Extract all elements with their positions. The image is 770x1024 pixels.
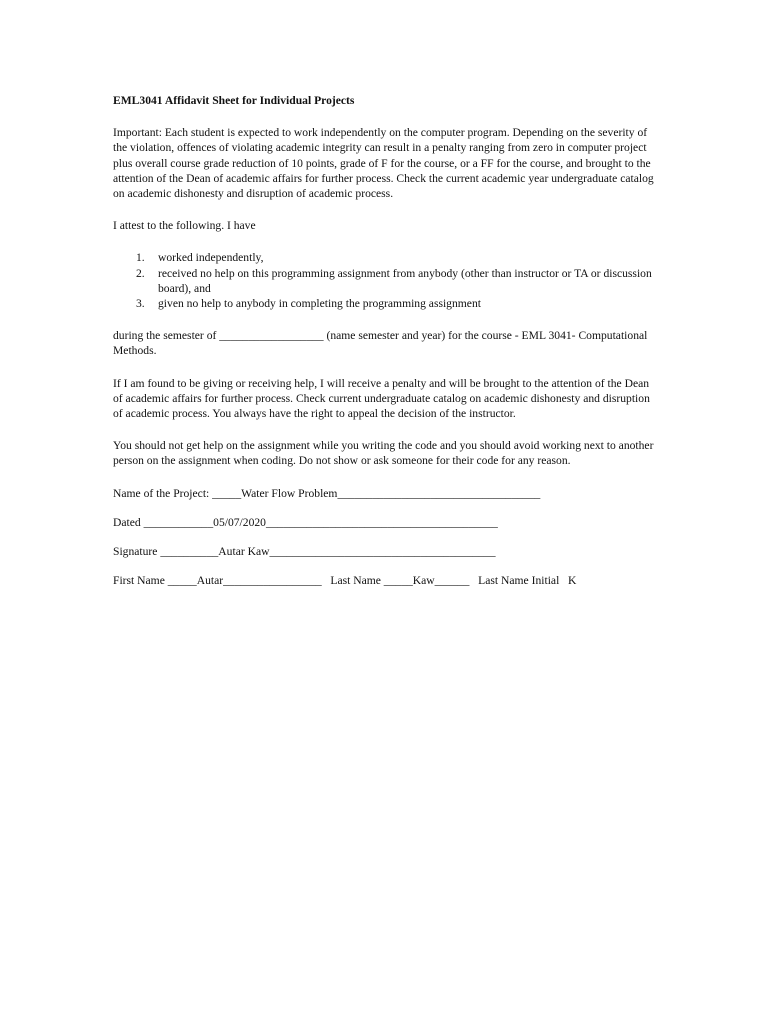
semester-line: during the semester of __________________ (name semester and year) for the course - EML 3041- Computational Methods.	[113, 329, 648, 358]
attest-item-number: 1.	[136, 251, 145, 265]
name-field: First Name _____Autar_________________ Last Name _____Kaw______ Last Name Initial K	[113, 574, 577, 588]
important-paragraph: Important: Each student is expected to work independently on the computer program. Depending on the severity of the violation, offences of violating academic integrity can result in a penalty ranging from zero in computer project plus overall course grade reduction of 10 points, grade of F for the course, or a FF for the course, and brought to the attention of the Dean of academic affairs for further process. Check the current academic year undergraduate catalog on academic dishonesty and disruption of academic process.	[113, 126, 654, 201]
dated-field: Dated ____________05/07/2020________________________________________	[113, 515, 498, 529]
attest-item-1	[113, 250, 658, 265]
attest-item-text: worked independently,	[158, 251, 264, 265]
project-name-field: Name of the Project: _____Water Flow Problem___________________________________	[113, 486, 541, 500]
attest-list	[113, 250, 658, 311]
attest-item-2	[113, 266, 658, 296]
attest-item-number: 3.	[136, 297, 145, 311]
help-paragraph: You should not get help on the assignment while you writing the code and you should avoid working next to another person on the assignment when coding. Do not show or ask someone for their code for any reason.	[113, 439, 654, 468]
attest-item-text: received no help on this programming assignment from anybody (other than instructor or TA or discussion board), and	[158, 266, 652, 295]
attest-item-3	[113, 296, 658, 311]
signature-field: Signature __________Autar Kaw_______________________________________	[113, 545, 496, 559]
affidavit-page	[113, 93, 658, 588]
attest-intro: I attest to the following. I have	[113, 219, 256, 233]
attest-item-text: given no help to anybody in completing the programming assignment	[158, 297, 481, 311]
penalty-paragraph: If I am found to be giving or receiving help, I will receive a penalty and will be brought to the attention of the Dean of academic affairs for further process. Check current undergraduate catalog on academic dishonesty and disruption of academic process. You always have the right to appeal the decision of the instructor.	[113, 376, 650, 421]
document-title: EML3041 Affidavit Sheet for Individual Projects	[113, 94, 355, 107]
attest-item-number: 2.	[136, 266, 145, 280]
